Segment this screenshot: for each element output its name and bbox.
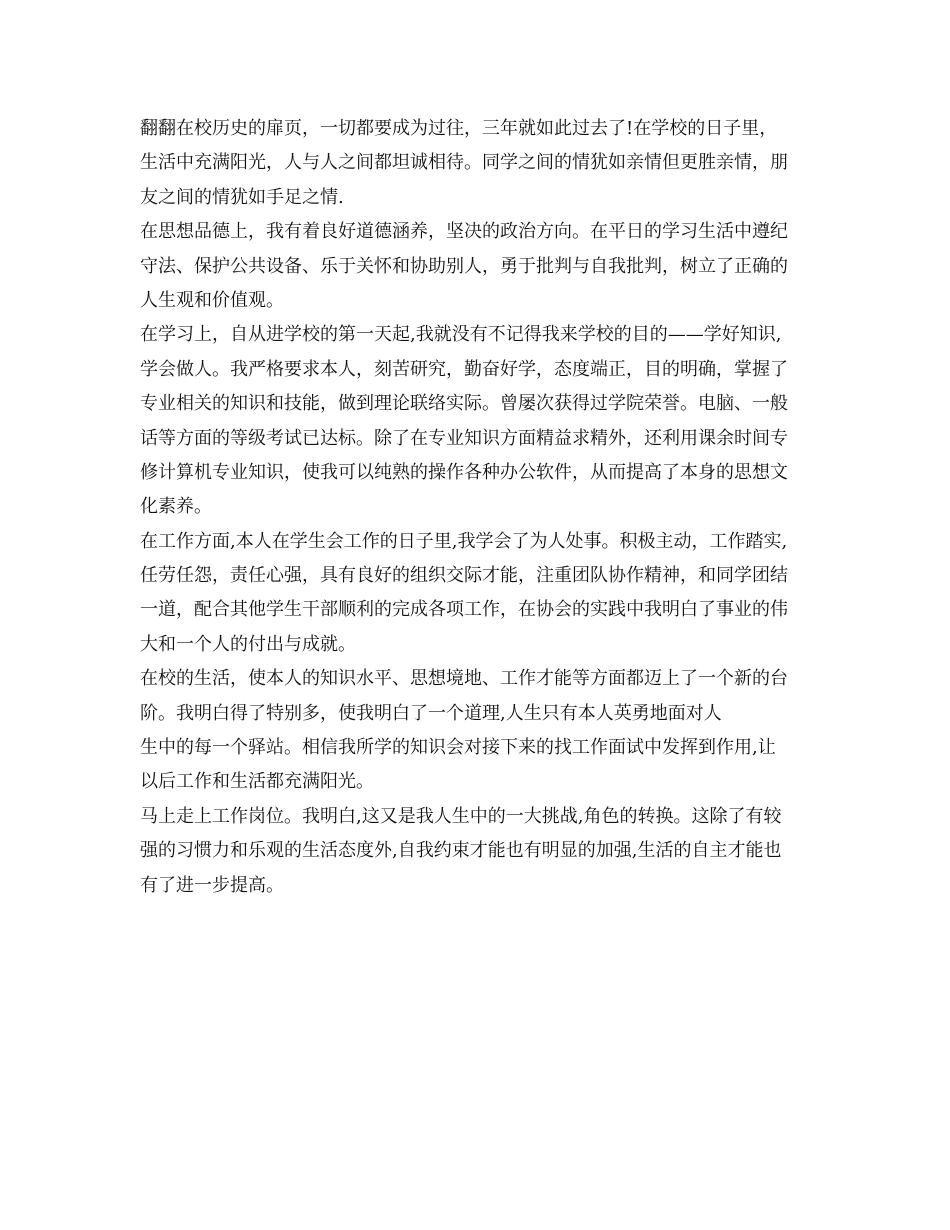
text-line: 强的习惯力和乐观的生活态度外,自我约束才能也有明显的加强,生活的自主才能也 <box>140 840 782 862</box>
text-line: 修计算机专业知识，使我可以纯熟的操作各种办公软件，从而提高了本身的思想文 <box>140 461 788 483</box>
text-line: 人生观和价值观。 <box>140 289 284 311</box>
text-line: 任劳任怨，责任心强，具有良好的组织交际才能，注重团队协作精神，和同学团结 <box>140 565 788 587</box>
text-line: 守法、保护公共设备、乐于关怀和协助别人，勇于批判与自我批判，树立了正确的 <box>140 255 788 277</box>
text-line: 友之间的情犹如手足之情. <box>140 186 344 208</box>
text-line: 阶。我明白得了特别多，使我明白了一个道理,人生只有本人英勇地面对人 <box>140 702 722 724</box>
text-line: 化素养。 <box>140 496 212 518</box>
text-line: 以后工作和生活都充满阳光。 <box>140 771 374 793</box>
text-line: 学会做人。我严格要求本人，刻苦研究，勤奋好学，态度端正，目的明确，掌握了 <box>140 358 788 380</box>
text-line: 翻翻在校历史的扉页，一切都要成为过往，三年就如此过去了!在学校的日子里， <box>140 118 778 139</box>
text-line: 在校的生活，使本人的知识水平、思想境地、工作才能等方面都迈上了一个新的台 <box>140 668 788 690</box>
text-line: 马上走上工作岗位。我明白,这又是我人生中的一大挑战,角色的转换。这除了有较 <box>140 805 782 827</box>
text-line: 有了进一步提高。 <box>140 874 284 896</box>
text-line: 生中的每一个驿站。相信我所学的知识会对接下来的找工作面试中发挥到作用,让 <box>140 737 776 759</box>
text-line: 专业相关的知识和技能，做到理论联络实际。曾屡次获得过学院荣誉。电脑、一般 <box>140 393 788 415</box>
text-line: 生活中充满阳光，人与人之间都坦诚相待。同学之间的情犹如亲情但更胜亲情，朋 <box>140 152 788 174</box>
text-line: 一道，配合其他学生干部顺利的完成各项工作，在协会的实践中我明白了事业的伟 <box>140 599 788 621</box>
document-body <box>140 112 830 903</box>
text-line: 在学习上，自从进学校的第一天起,我就没有不记得我来学校的目的——学好知识, <box>140 324 782 346</box>
text-line: 大和一个人的付出与成就。 <box>140 633 356 655</box>
text-line: 话等方面的等级考试已达标。除了在专业知识方面精益求精外，还利用课余时间专 <box>140 427 788 449</box>
text-line: 在工作方面,本人在学生会工作的日子里,我学会了为人处事。积极主动，工作踏实, <box>140 530 788 552</box>
text-line: 在思想品德上，我有着良好道德涵养，坚决的政治方向。在平日的学习生活中遵纪 <box>140 221 788 243</box>
